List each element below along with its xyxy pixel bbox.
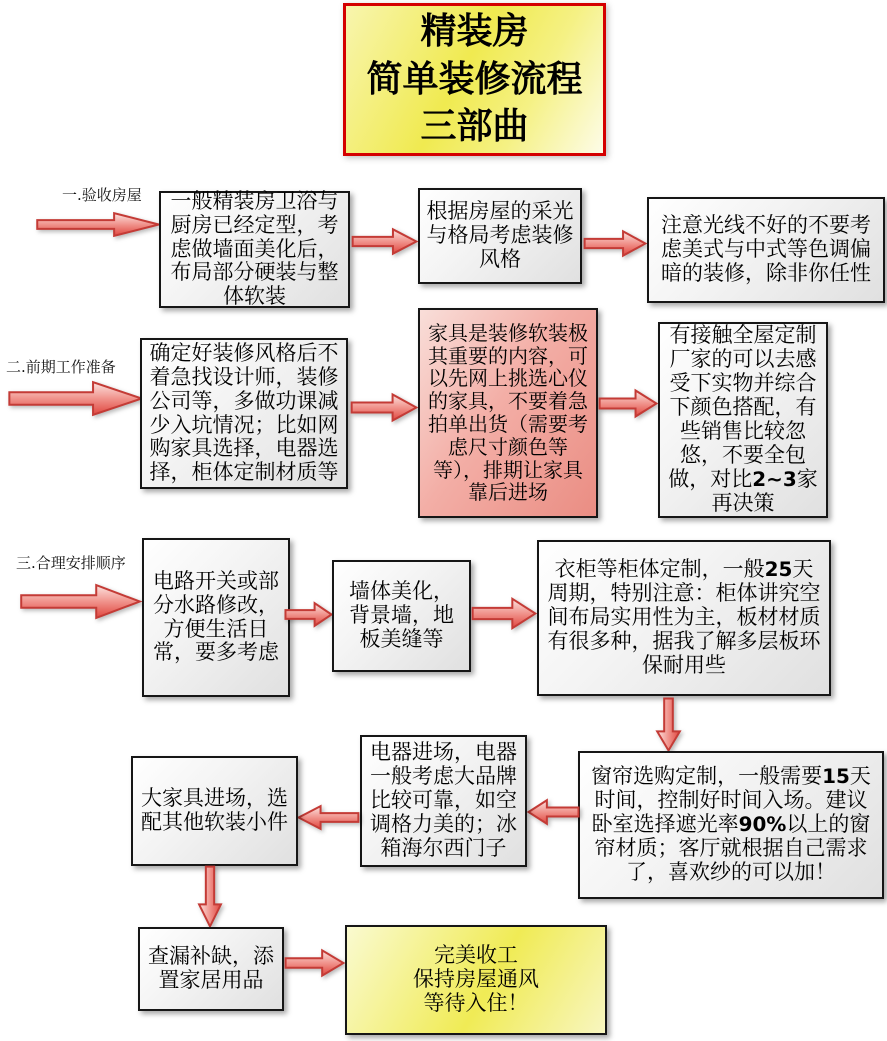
arrow-right-icon bbox=[8, 379, 143, 418]
flow-box-text: 确定好装修风格后不着急找设计师，装修公司等，多做功课减少入坑情况；比如网购家具选择，电器选择，柜体定制材质等 bbox=[149, 340, 339, 485]
flow-box-whole-house-custom bbox=[658, 322, 828, 518]
flow-box-prep-homework bbox=[140, 338, 348, 489]
flow-box-lighting-style bbox=[418, 188, 582, 284]
flow-box-text: 衣柜等柜体定制，一般25天周期，特别注意：柜体讲究空间布局实用性为主，板材材质有很多种，据我了解多层板环保耐用些 bbox=[547, 557, 821, 677]
flow-box-dark-tone-warning bbox=[647, 197, 885, 303]
flow-box-text: 家具是装修软装极其重要的内容，可以先网上挑选心仪的家具，不要着急拍单出货（需要考虑尺寸颜色等等），排期让家具靠后进场 bbox=[428, 320, 588, 505]
flow-box-inspect-house bbox=[159, 188, 350, 309]
flow-box-curtain bbox=[578, 751, 884, 899]
flow-box-text: 根据房屋的采光与格局考虑装修风格 bbox=[426, 199, 574, 271]
flow-box-wardrobe-custom bbox=[537, 540, 831, 696]
flow-box-text: 注意光线不好的不要考虑美式与中式等色调偏暗的装修，除非你任性 bbox=[661, 213, 871, 285]
stage-label-2: 二.前期工作准备 bbox=[6, 358, 116, 376]
arrow-right-icon bbox=[285, 948, 344, 978]
flow-box-text: 查漏补缺，添置家居用品 bbox=[148, 944, 274, 992]
flow-box-text: 大家具进场，选配其他软装小件 bbox=[141, 786, 288, 834]
stage-label-1: 一.验收房屋 bbox=[62, 186, 142, 204]
flow-box-text: 保持房屋通风 bbox=[413, 967, 539, 992]
flow-box-text: 窗帘选购定制，一般需要15天时间，控制好时间入场。建议卧室选择遮光率90%以上的窗帘材质；客厅就根据自己需求了，喜欢纱的可以加！ bbox=[591, 764, 871, 884]
arrow-right-icon bbox=[352, 227, 417, 256]
arrow-right-icon bbox=[285, 601, 332, 628]
arrow-left-icon bbox=[298, 804, 359, 831]
arrow-down-icon bbox=[655, 698, 682, 751]
arrow-down-icon bbox=[197, 866, 223, 927]
title-box bbox=[343, 3, 606, 156]
title-line: 三部曲 bbox=[420, 105, 529, 148]
flow-box-text: 等待入住！ bbox=[423, 990, 529, 1015]
arrow-left-icon bbox=[528, 798, 579, 826]
flow-box-electric-water bbox=[142, 538, 290, 697]
flow-box-appliance bbox=[360, 735, 527, 867]
flow-box-text: 有接触全屋定制厂家的可以去感受下实物并综合下颜色搭配，有些销售比较忽悠，不要全包做，对比2~3家再决策 bbox=[668, 323, 818, 515]
arrow-right-icon bbox=[20, 582, 141, 621]
flow-box-text: 一般精装房卫浴与厨房已经定型，考虑做墙面美化后，布局部分硬装与整体软装 bbox=[170, 188, 339, 309]
title-line: 精装房 bbox=[420, 9, 529, 52]
flow-box-text: 墙体美化，背景墙，地板美缝等 bbox=[349, 579, 454, 651]
arrow-right-icon bbox=[472, 596, 536, 631]
flow-box-text: 电路开关或部分水路修改，方便生活日常，要多考虑 bbox=[153, 568, 279, 665]
flow-box-text: 完美收工 bbox=[434, 943, 518, 968]
arrow-right-icon bbox=[351, 392, 417, 423]
arrow-right-icon bbox=[36, 211, 160, 238]
flow-box-big-furniture bbox=[131, 756, 298, 866]
title-line: 简单装修流程 bbox=[366, 57, 583, 100]
flow-box-text: 电器进场，电器一般考虑大品牌比较可靠，如空调格力美的；冰箱海尔西门子 bbox=[370, 740, 517, 860]
flow-box-furniture-shopping bbox=[418, 308, 598, 518]
flow-box-check-fill bbox=[138, 927, 284, 1011]
arrow-right-icon bbox=[584, 229, 646, 258]
stage-label-3: 三.合理安排顺序 bbox=[16, 554, 126, 572]
arrow-right-icon bbox=[599, 388, 657, 419]
flow-box-wall-beautify bbox=[332, 560, 471, 672]
flow-box-finish bbox=[345, 925, 607, 1035]
